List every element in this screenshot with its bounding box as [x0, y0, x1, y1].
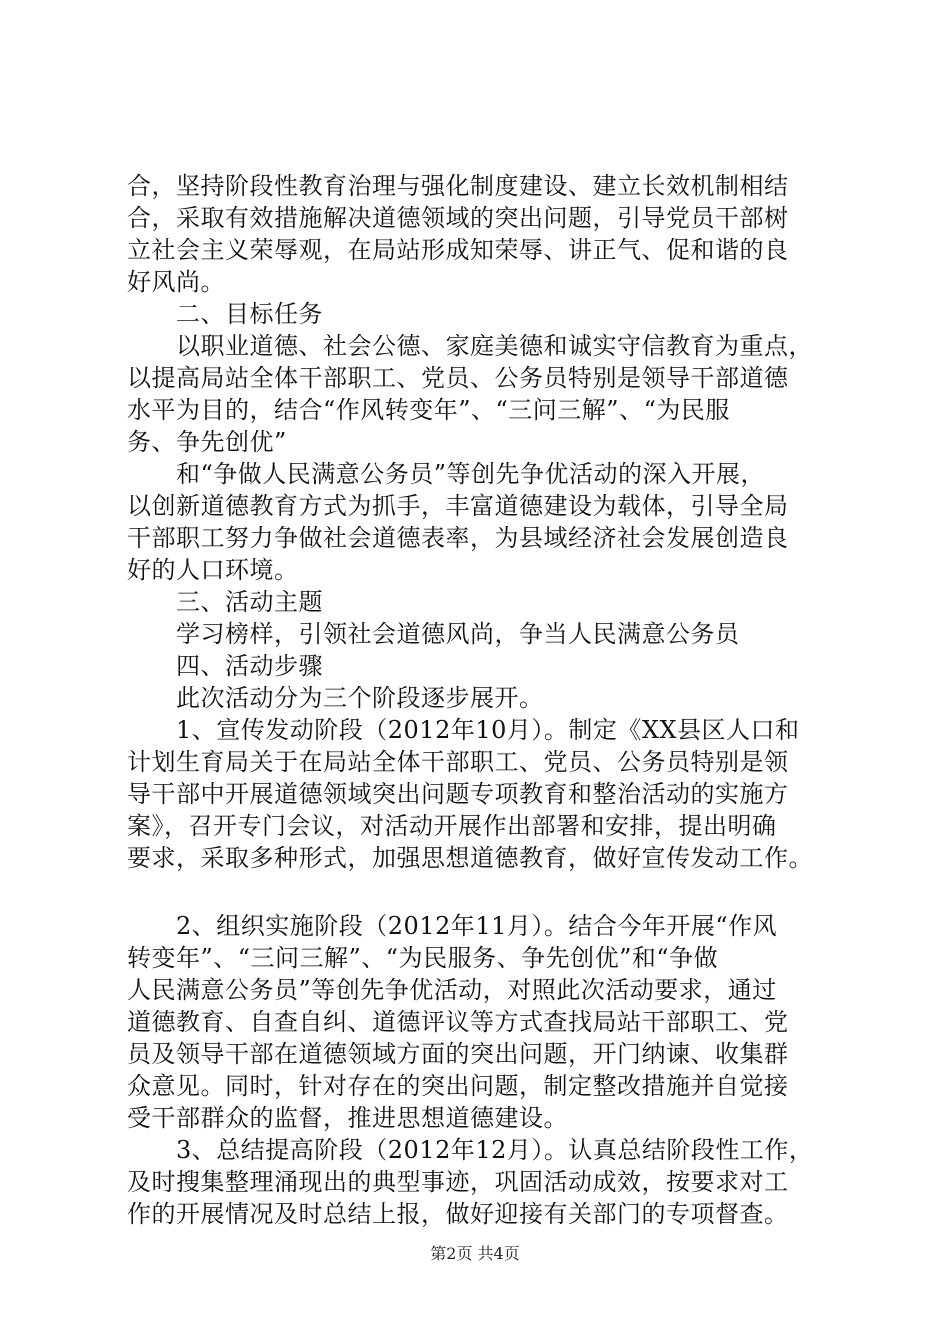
text-line: 务、争先创优”	[127, 428, 287, 456]
text-line: 好的人口环境。	[127, 556, 299, 584]
text-line: 受干部群众的监督，推进思想道德建设。	[127, 1104, 568, 1132]
text-line: 以创新道德教育方式为抓手，丰富道德建设为载体，引导全局	[127, 492, 789, 520]
text-line: 道德教育、自查自纠、道德评议等方式查找局站干部职工、党	[127, 1008, 789, 1036]
text-line: 员及领导干部在道德领域方面的突出问题，开门纳谏、收集群	[127, 1040, 789, 1068]
text-line: 以提高局站全体干部职工、党员、公务员特别是领导干部道德	[127, 364, 789, 392]
text-line: 立社会主义荣辱观，在局站形成知荣辱、讲正气、促和谐的良	[127, 236, 789, 264]
text-line: 导干部中开展道德领域突出问题专项教育和整治活动的实施方	[127, 780, 789, 808]
text-line: 要求，采取多种形式，加强思想道德教育，做好宣传发动工作。	[127, 844, 813, 872]
text-line: 案》，召开专门会议，对活动开展作出部署和安排，提出明确	[127, 812, 777, 840]
text-line: 计划生育局关于在局站全体干部职工、党员、公务员特别是领	[127, 748, 789, 776]
text-line: 干部职工努力争做社会道德表率，为县域经济社会发展创造良	[127, 524, 789, 552]
text-line: 和“争做人民满意公务员”等创先争优活动的深入开展，	[127, 460, 766, 488]
document-body	[127, 170, 847, 1230]
text-line: 人民满意公务员”等创先争优活动，对照此次活动要求，通过	[127, 976, 777, 1004]
section-heading: 三、活动主题	[127, 588, 323, 616]
text-line: 3、总结提高阶段（2012年12月）。认真总结阶段性工作，	[127, 1136, 814, 1164]
text-line: 以职业道德、社会公德、家庭美德和诚实守信教育为重点，	[127, 332, 813, 360]
text-line: 此次活动分为三个阶段逐步展开。	[127, 684, 544, 712]
text-line: 作的开展情况及时总结上报，做好迎接有关部门的专项督查。	[127, 1200, 789, 1228]
text-line: 好风尚。	[127, 268, 225, 296]
text-line: 转变年”、“三问三解”、“为民服务、争先创优”和“争做	[127, 944, 719, 972]
section-heading: 二、目标任务	[127, 300, 323, 328]
section-heading: 四、活动步骤	[127, 652, 323, 680]
text-line: 众意见。同时，针对存在的突出问题，制定整改措施并自觉接	[127, 1072, 789, 1100]
text-line: 合，采取有效措施解决道德领域的突出问题，引导党员干部树	[127, 204, 789, 232]
text-line: 学习榜样，引领社会道德风尚，争当人民满意公务员	[127, 620, 740, 648]
text-line: 2、组织实施阶段（2012年11月）。结合今年开展“作风	[127, 912, 778, 940]
page-footer: 第2页 共4页	[430, 1244, 520, 1263]
text-line: 水平为目的，结合“作风转变年”、“三问三解”、“为民服	[127, 396, 730, 424]
text-line: 合，坚持阶段性教育治理与强化制度建设、建立长效机制相结	[127, 172, 789, 200]
paragraph-gap	[127, 874, 847, 910]
text-line: 及时搜集整理涌现出的典型事迹，巩固活动成效，按要求对工	[127, 1168, 789, 1196]
text-line: 1、宣传发动阶段（2012年10月）。制定《XX县区人口和	[127, 716, 800, 744]
